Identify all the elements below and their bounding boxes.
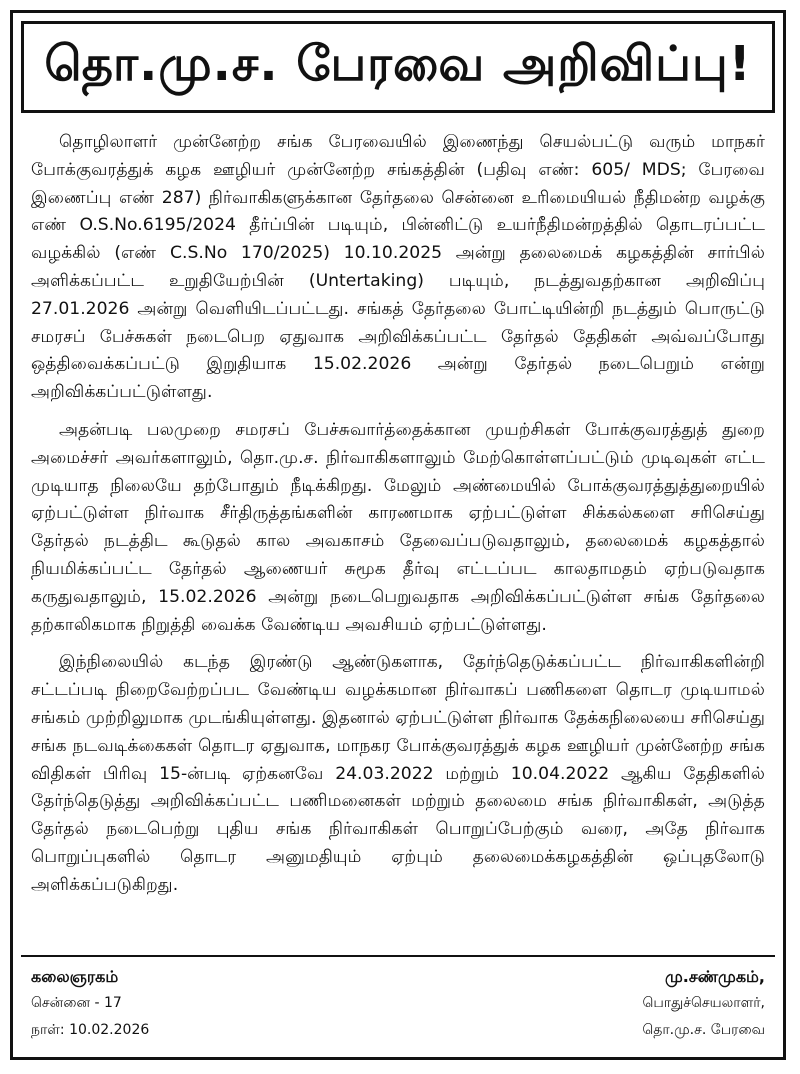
notice-frame [10,10,786,1060]
footer-divider [21,955,775,957]
footer-right [642,963,765,1044]
paragraph-3: இந்நிலையில் கடந்த இரண்டு ஆண்டுகளாக, தேர்ந்தெடுக்கப்பட்ட நிர்வாகிகளின்றி சட்டப்படி நிறைவேற்றப்பட வேண்டிய வழக்கமான நிர்வாகப் பணிகளை தொடர முடியாமல் சங்கம் முற்றிலுமாக முடங்கியுள்ளது. இதனால் ஏற்பட்டுள்ள நிர்வாக தேக்கநிலையை சரிசெய்து சங்க நடவடிக்கைகள் தொடர ஏதுவாக, மாநகர போக்குவரத்துக் கழக ஊழியர் முன்னேற்ற சங்க விதிகள் பிரிவு 15-ன்படி ஏற்கனவே 24.03.2022 மற்றும் 10.04.2022 ஆகிய தேதிகளில் தேர்ந்தெடுத்து அறிவிக்கப்பட்ட பணிமனைகள் மற்றும் தலைமை சங்க நிர்வாகிகள், அடுத்த தேர்தல் நடைபெற்று புதிய சங்க நிர்வாகிகள் பொறுப்பேற்கும் வரை, அதே நிர்வாக பொறுப்புகளில் தொடர அனுமதியும் ஏற்பும் தலைமைக்கழகத்தின் ஒப்புதலோடு அளிக்கப்படுகிறது. [31,652,765,895]
footer-city: சென்னை - 17 [31,995,122,1011]
notice-footer [31,963,765,1043]
footer-date: நாள்: 10.02.2026 [31,1022,150,1038]
paragraph-2: அதன்படி பலமுறை சமரசப் பேச்சுவார்த்தைக்கான முயற்சிகள் போக்குவரத்துத் துறை அமைச்சர் அவர்களாலும், தொ.மு.ச. நிர்வாகிகளாலும் மேற்கொள்ளப்பட்டும் முடிவுகள் எட்ட முடியாத நிலையே தற்போதும் நீடிக்கிறது. மேலும் அண்மையில் போக்குவரத்துத்துறையில் ஏற்பட்டுள்ள நிர்வாக சீர்திருத்தங்களின் காரணமாக ஏற்பட்டுள்ள சிக்கல்களை சரிசெய்து தேர்தல் நடத்திட கூடுதல் கால அவகாசம் தேவைப்படுவதாலும், தலைமைக் கழகத்தால் நியமிக்கப்பட்ட தேர்தல் ஆணையர் சுமூக தீர்வு எட்டப்பட காலதாமதம் ஏற்படுவதாக கருதுவதாலும், 15.02.2026 அன்று நடைபெறுவதாக அறிவிக்கப்பட்டுள்ள சங்க தேர்தலை தற்காலிகமாக நிறுத்தி வைக்க வேண்டிய அவசியம் ஏற்பட்டுள்ளது. [31,419,765,635]
notice-body [31,129,765,910]
footer-place: கலைஞரகம் [31,967,119,986]
title-box [21,21,775,113]
footer-left [31,963,149,1044]
signatory-organization: தொ.மு.ச. பேரவை [642,1022,765,1038]
paragraph-1: தொழிலாளர் முன்னேற்ற சங்க பேரவையில் இணைந்து செயல்பட்டு வரும் மாநகர் போக்குவரத்துக் கழக ஊழியர் முன்னேற்ற சங்கத்தின் (பதிவு எண்: 605/ MDS; பேரவை இணைப்பு எண் 287) நிர்வாகிகளுக்கான தேர்தலை சென்னை உரிமையியல் நீதிமன்ற வழக்கு எண் O.S.No.6195/2024 தீர்ப்பின் படியும், பின்னிட்டு உயர்நீதிமன்றத்தில் தொடரப்பட்ட வழக்கில் (எண் C.S.No 170/2025) 10.10.2025 அன்று தலைமைக் கழகத்தின் சார்பில் அளிக்கப்பட்ட உறுதியேற்பின் (Untertaking) படியும், நடத்துவதற்கான அறிவிப்பு 27.01.2026 அன்று வெளியிடப்பட்டது. சங்கத் தேர்தலை போட்டியின்றி நடத்தும் பொருட்டு சமரசப் பேச்சுகள் நடைபெற ஏதுவாக அறிவிக்கப்பட்ட தேர்தல் தேதிகள் அவ்வப்போது ஒத்திவைக்கப்பட்டு இறுதியாக 15.02.2026 அன்று தேர்தல் நடைபெறும் என்று அறிவிக்கப்பட்டுள்ளது. [31,132,765,403]
signatory-designation: பொதுச்செயலாளர், [642,995,765,1011]
notice-title: தொ.மு.ச. பேரவை அறிவிப்பு! [44,36,752,92]
signatory-name: மு.சண்முகம், [664,967,765,986]
